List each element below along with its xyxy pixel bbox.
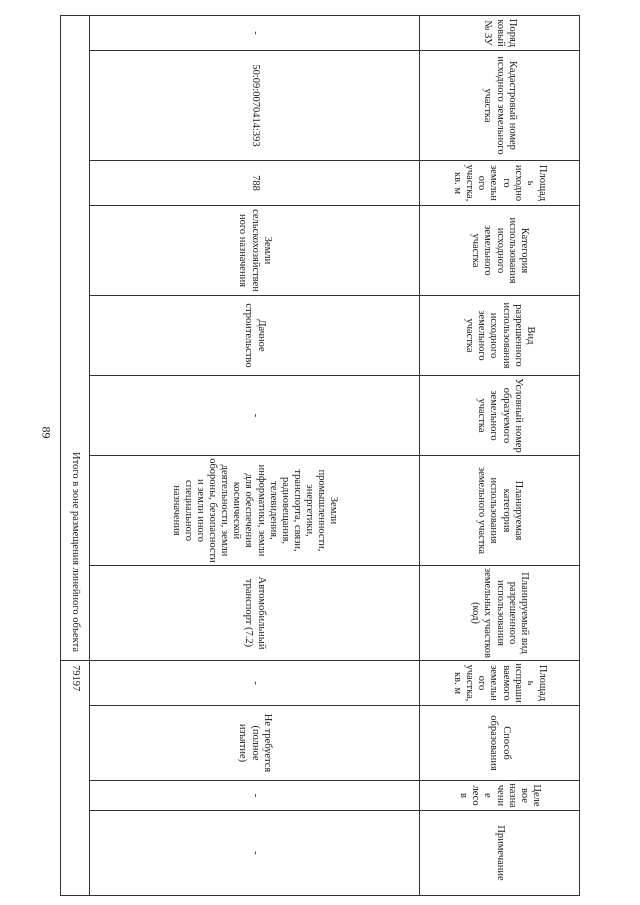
table-cell: Земли сельскохозяйственного назначения xyxy=(90,206,420,296)
page-number: 89 xyxy=(39,426,54,439)
column-header: Примечание xyxy=(420,811,580,896)
table-cell: Автомобильный транспорт (7.2) xyxy=(90,566,420,661)
column-header: Условный номер образуемого земельного участка xyxy=(420,376,580,456)
column-header: Планируемая категория использования земельного участка xyxy=(420,456,580,566)
column-header: Кадастровый номер исходного земельного участка xyxy=(420,51,580,161)
column-header: Планируемый вид разрешенного использования земельных участков (код) xyxy=(420,566,580,661)
table-cell: - xyxy=(90,16,420,51)
table-cell: Дачное строительство xyxy=(90,296,420,376)
rotated-table-wrapper xyxy=(60,15,580,895)
table-row xyxy=(90,16,420,896)
total-value: 79197 xyxy=(61,661,90,896)
table-cell: Не требуется (полное изъятие) xyxy=(90,706,420,781)
total-label: Итого в зоне размещения линейного объекта xyxy=(61,16,90,661)
column-header: Вид разрешенного использования исходного земельного участка xyxy=(420,296,580,376)
table-cell: 50:09:0070414:393 xyxy=(90,51,420,161)
table-cell: - xyxy=(90,781,420,811)
land-plot-table xyxy=(60,15,580,896)
table-cell: Земли промышленности, энергетики, транспорта, связи, радиовещания, телевидения, информатики, земли для обеспечения космической деятельности, земли обороны, безопасности и земли иного специального назначения xyxy=(90,456,420,566)
column-header: Площадь испрашиваемого земельного участка, кв. м xyxy=(420,661,580,706)
total-row xyxy=(61,16,90,896)
table-cell: - xyxy=(90,376,420,456)
header-row xyxy=(420,16,580,896)
column-header: Порядковый № ЗУ xyxy=(420,16,580,51)
table-cell: - xyxy=(90,811,420,896)
column-header: Целевое назначение лесов xyxy=(420,781,580,811)
table-cell: - xyxy=(90,661,420,706)
column-header: Способ образования xyxy=(420,706,580,781)
table-cell: 788 xyxy=(90,161,420,206)
column-header: Площадь исходного земельного участка, кв. м xyxy=(420,161,580,206)
column-header: Категория использования исходного земельного участка xyxy=(420,206,580,296)
